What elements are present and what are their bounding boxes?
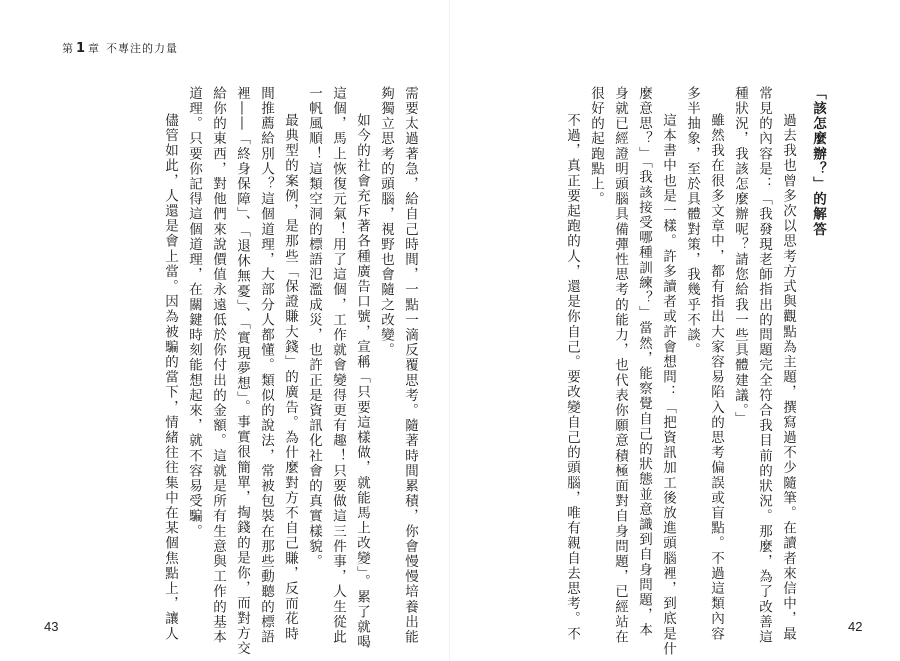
body-line: 這個，馬上恢復元氣！用了這個，工作就會變得更有趣！只要做這三件事，人生從此 — [330, 86, 346, 645]
body-line: 雖然我在很多文章中，都有指出大家容易陷入的思考偏誤或盲點。不過這類內容 — [708, 113, 724, 642]
body-line: 夠獨立思考的頭腦，視野也會隨之改變。 — [378, 86, 394, 358]
body-line: 不過，真正要起跑的人，還是你自己。要改變自己的頭腦，唯有親自去思考。不 — [564, 113, 580, 642]
running-head — [62, 40, 178, 56]
body-line: 麼意思？」「我該接受哪種訓練？」當然，能察覺自己的狀態並意識到自身問題，本 — [636, 86, 652, 638]
body-line: 種狀況，我該怎麼辦呢？請您給我一些具體建議。」 — [732, 86, 748, 427]
body-line: 最典型的案例，是那些「保證賺大錢」的廣告。為什麼對方不自己賺，反而花時 — [282, 113, 298, 642]
page-number-right: 42 — [848, 619, 863, 634]
section-heading: 「該怎麼辦？」的解答 — [810, 86, 826, 237]
body-line: 間推薦給別人？這個道理，大部分人都懂。類似的說法，常被包裝在那些動聽的標語 — [258, 86, 274, 645]
body-line: 裡――「終身保障」、「退休無憂」、「實現夢想」。事實很簡單，掏錢的是你，而對方交 — [234, 86, 250, 657]
right-body-text — [500, 86, 830, 657]
body-line: 很好的起跑點上。 — [588, 86, 604, 207]
chapter-suffix: 章 — [88, 42, 101, 55]
body-line: 多半抽象，至於具體對策，我幾乎不談。 — [684, 86, 700, 358]
body-line: 給你的東西，對他們來說價值永遠低於你付出的金額。這就是所有生意與工作的基本 — [210, 86, 226, 645]
right-page — [450, 0, 900, 661]
body-line: 這本書中也是一樣。許多讀者或許會想問：「把資訊加工後放進頭腦裡，到底是什 — [660, 113, 676, 657]
body-line: 如今的社會充斥著各種廣告口號，宣稱「只要這樣做，就能馬上改變」。累了就喝 — [354, 113, 370, 650]
chapter-number: 1 — [76, 41, 87, 56]
chapter-title: 不專注的力量 — [106, 42, 179, 55]
body-line: 道理。只要你記得這個道理，在關鍵時刻能想起來，就不容易受騙。 — [186, 86, 202, 539]
body-line: 身就已經證明頭腦具備彈性思考的能力，也代表你願意積極面對自身問題，已經站在 — [612, 86, 628, 645]
body-line: 過去我也曾多次以思考方式與觀點為主題，撰寫過不少隨筆。在讀者來信中，最 — [780, 113, 796, 642]
body-line: 儘管如此，人還是會上當。因為被騙的當下，情緒往往集中在某個焦點上，讓人 — [162, 113, 178, 642]
chapter-prefix: 第 — [62, 42, 74, 55]
body-line: 一帆風順！這類空洞的標語氾濫成災，也許正是資訊化社會的真實樣貌。 — [306, 86, 322, 570]
body-line: 需要太過著急，給自己時間，一點一滴反覆思考。隨著時間累積，你會慢慢培養出能 — [402, 86, 418, 645]
page-number-left: 43 — [44, 619, 59, 634]
body-line: 常見的內容是：「我發現老師指出的問題完全符合我目前的狀況。那麼，為了改善這 — [756, 86, 772, 645]
